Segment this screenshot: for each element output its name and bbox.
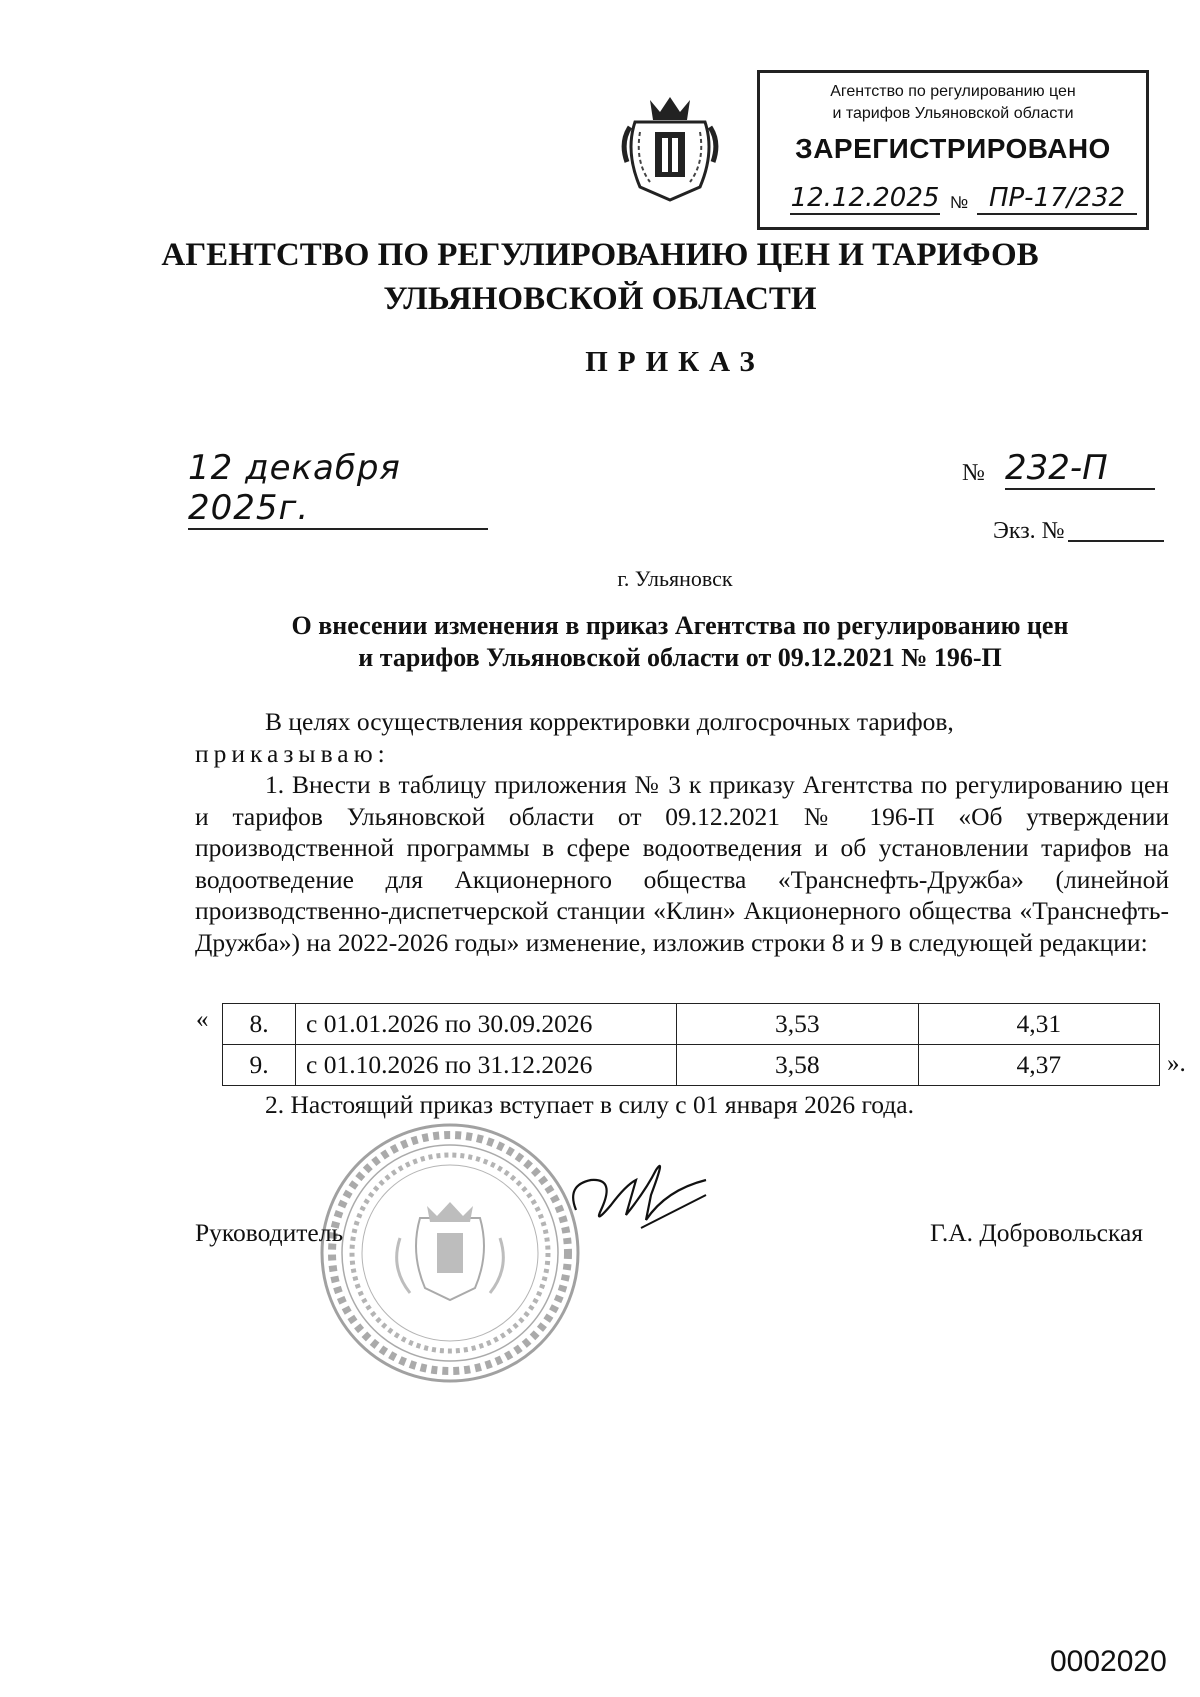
item-2: 2. Настоящий приказ вступает в силу с 01 января 2026 года. bbox=[265, 1090, 914, 1119]
city: г. Ульяновск bbox=[617, 566, 733, 591]
official-seal bbox=[315, 1118, 585, 1388]
subject-line2: и тарифов Ульяновской области от 09.12.2021 № 196-П bbox=[358, 643, 1002, 672]
row-tariff-1: 3,53 bbox=[677, 1004, 919, 1045]
form-serial-number: 0002020 bbox=[1050, 1645, 1167, 1678]
table-quote-open: « bbox=[196, 1006, 209, 1033]
reg-stamp-line2: и тарифов Ульяновской области bbox=[832, 105, 1074, 122]
order-number-label: № bbox=[962, 460, 985, 486]
handwritten-order-number: 232-П bbox=[1005, 448, 1155, 490]
table-quote-close: ». bbox=[1167, 1050, 1186, 1077]
table-row bbox=[223, 1045, 1160, 1086]
reg-stamp-number: ПР-17/232 bbox=[977, 183, 1137, 215]
row-tariff-2: 4,37 bbox=[918, 1045, 1160, 1086]
row-period: с 01.01.2026 по 30.09.2026 bbox=[296, 1004, 677, 1045]
agency-line1: АГЕНТСТВО ПО РЕГУЛИРОВАНИЮ ЦЕН И ТАРИФОВ bbox=[161, 237, 1039, 273]
order-body bbox=[195, 706, 1169, 958]
row-tariff-1: 3,58 bbox=[677, 1045, 919, 1086]
copy-number-label: Экз. № bbox=[993, 518, 1065, 544]
row-number: 9. bbox=[223, 1045, 296, 1086]
handwritten-date: 12 декабря 2025г. bbox=[188, 448, 488, 530]
row-period: с 01.10.2026 по 31.12.2026 bbox=[296, 1045, 677, 1086]
subject-line1: О внесении изменения в приказ Агентства по регулированию цен bbox=[291, 611, 1069, 640]
agency-name bbox=[0, 233, 1200, 321]
reg-stamp-status: ЗАРЕГИСТРИРОВАНО bbox=[795, 133, 1111, 164]
signer-name: Г.А. Добровольская bbox=[930, 1218, 1144, 1247]
row-number: 8. bbox=[223, 1004, 296, 1045]
preamble: В целях осуществления корректировки долгосрочных тарифов, bbox=[265, 707, 954, 736]
tariff-table bbox=[222, 1003, 1160, 1086]
order-word: приказываю: bbox=[195, 738, 390, 768]
copy-number-blank bbox=[1068, 540, 1164, 542]
reg-stamp-number-label: № bbox=[950, 193, 969, 212]
order-subject bbox=[200, 610, 1160, 674]
document-type-title: ПРИКАЗ bbox=[585, 346, 765, 378]
handwritten-signature bbox=[556, 1150, 716, 1250]
row-tariff-2: 4,31 bbox=[918, 1004, 1160, 1045]
agency-line2: УЛЬЯНОВСКОЙ ОБЛАСТИ bbox=[383, 281, 817, 317]
registration-stamp bbox=[757, 70, 1149, 230]
reg-stamp-line1: Агентство по регулированию цен bbox=[830, 83, 1076, 100]
reg-stamp-date: 12.12.2025 bbox=[790, 183, 940, 213]
signer-role: Руководитель bbox=[195, 1218, 344, 1247]
coat-of-arms-emblem bbox=[615, 92, 725, 204]
item-1: 1. Внести в таблицу приложения № 3 к приказу Агентства по регулированию цен и тарифов Ульяновской области от 09.12.2021 № 196-П «Об утверждении производственной программы в сфере водоотведения и об установлении тарифов на водоотведение для Акционерного общества «Транснефть-Дружба» (линейной производственно-диспетчерской станции «Клин» Акционерного общества «Транснефть-Дружба») на 2022-2026 годы» изменение, изложив строки 8 и 9 в следующей редакции: bbox=[195, 770, 1169, 957]
table-row bbox=[223, 1004, 1160, 1045]
